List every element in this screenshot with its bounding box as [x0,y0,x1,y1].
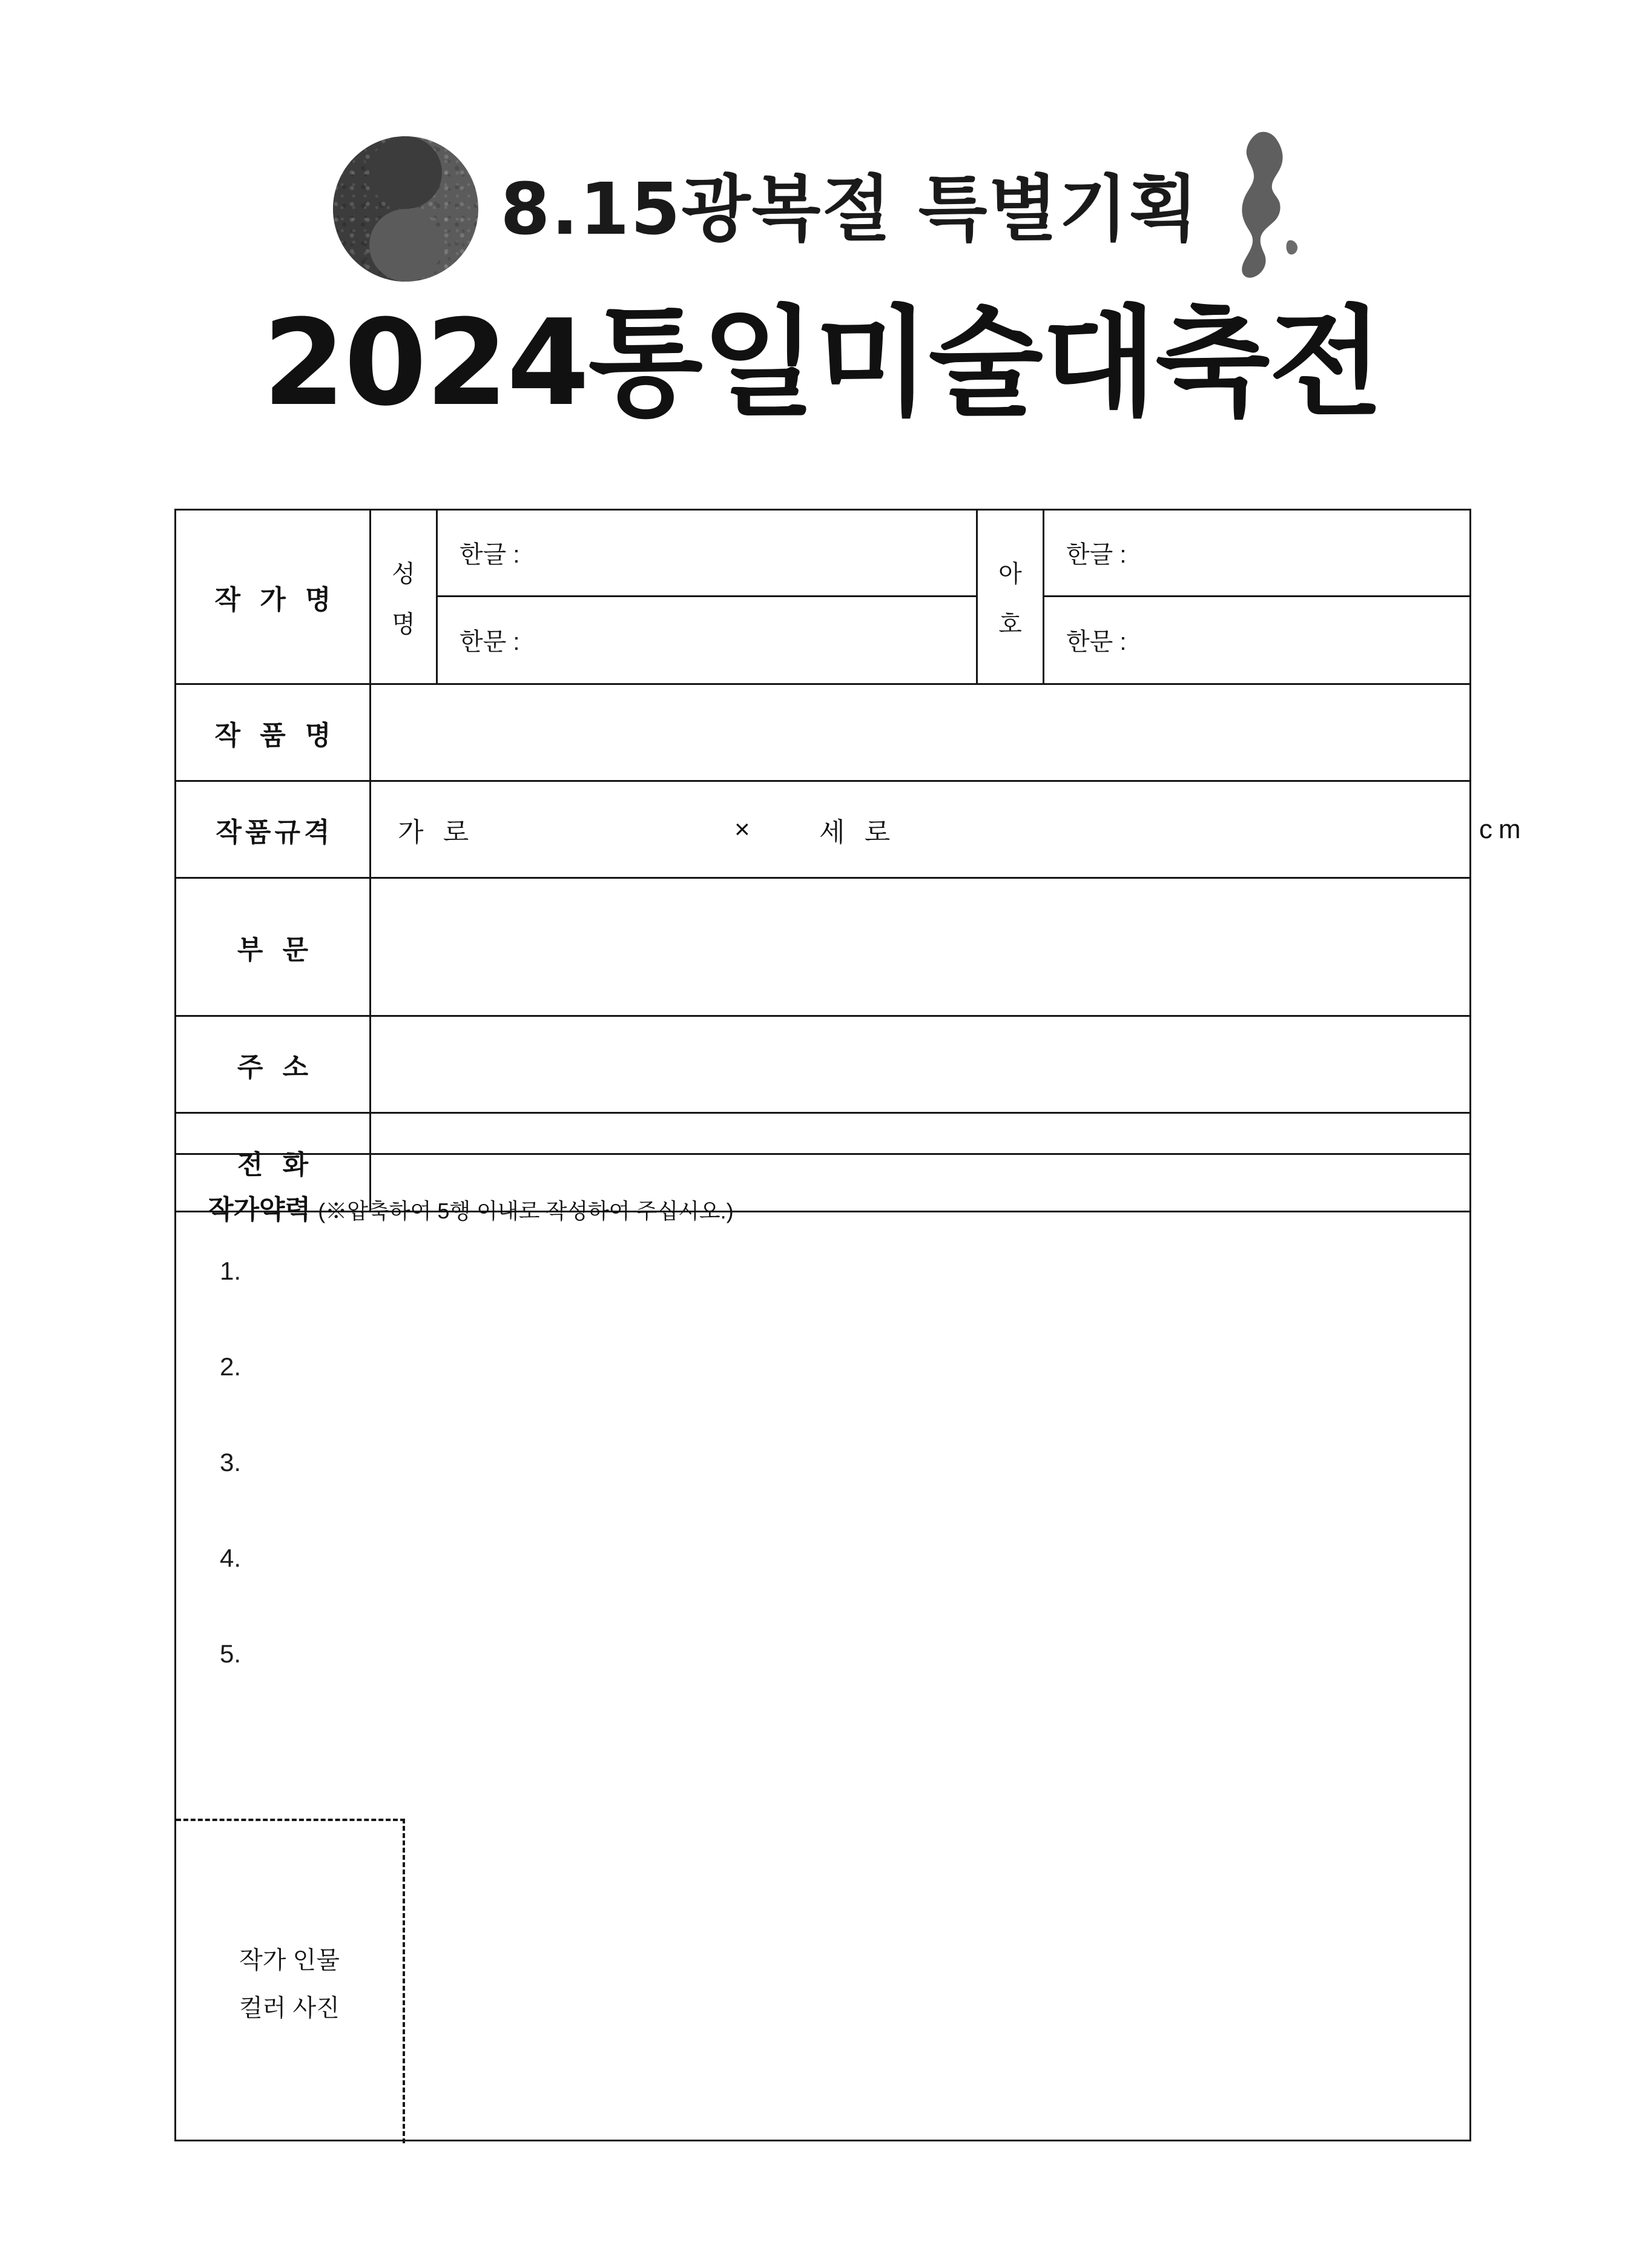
name-hanja-field[interactable] [438,597,976,684]
artist-name-group [371,511,978,683]
artwork-size-input[interactable] [371,782,1527,877]
artist-photo-placeholder[interactable] [176,1819,405,2143]
table-row-artwork-title [176,685,1469,782]
address-label: 주 소 [176,1017,371,1112]
korean-peninsula-icon [1221,130,1312,288]
artwork-title-input[interactable] [371,685,1469,780]
document-header [0,127,1645,432]
size-width-label: 가 로 [398,817,475,847]
category-input[interactable] [371,879,1469,1015]
event-subtitle: 8.15광복절 특별기획 [500,167,1199,251]
list-item[interactable]: 5. [220,1639,242,1668]
size-unit-label: cm [1479,814,1527,844]
taegeuk-texture [333,136,478,282]
name-vertical-label [371,511,438,683]
bio-title-text: 작가약력 [208,1195,311,1225]
name-hangul-label: 한글 : [460,541,520,569]
bio-title-note: (※압축하여 5행 이내로 작성하여 주십시오.) [318,1198,734,1223]
pen-name-group [978,511,1469,683]
pen-hangul-label: 한글 : [1066,541,1127,569]
artist-bio-section [174,1153,1471,2141]
bio-lines-list [220,1257,1370,1735]
pen-vertical-label-char2: 호 [998,610,1022,638]
list-item[interactable]: 4. [220,1544,242,1572]
name-vertical-label-char2: 명 [392,610,415,638]
artwork-size-label: 작품규격 [176,782,371,877]
list-item[interactable]: 3. [220,1448,242,1476]
size-times-symbol: × [734,814,756,844]
name-hangul-field[interactable] [438,511,976,597]
bio-section-heading [208,1188,734,1226]
pen-hanja-field[interactable] [1044,597,1469,684]
table-row-artwork-size [176,782,1527,879]
table-row-artist-name [176,511,1469,685]
photo-placeholder-line2: 컬러 사진 [239,1995,340,2022]
name-hanja-label: 한문 : [460,629,520,656]
phone-label: 전 화 [176,1114,371,1211]
pen-vertical-label-char1: 아 [998,560,1022,587]
pen-hangul-field[interactable] [1044,511,1469,597]
table-row-address [176,1017,1469,1114]
taegeuk-circle-icon [333,136,478,282]
header-title-line [0,127,1645,291]
size-height-label: 세 로 [819,817,897,847]
address-input[interactable] [371,1017,1469,1112]
category-label: 부 문 [176,879,371,1015]
application-fields-table [174,509,1527,1212]
pen-name-vertical-label [978,511,1044,683]
artwork-title-label: 작 품 명 [176,685,371,780]
name-vertical-label-char1: 성 [392,560,415,587]
photo-placeholder-line1: 작가 인물 [239,1947,340,1974]
pen-hanja-label: 한문 : [1066,629,1127,656]
list-item[interactable]: 2. [220,1352,242,1381]
page-title: 2024통일미술대축전 [263,294,1382,432]
artist-name-label: 작 가 명 [176,511,371,683]
list-item[interactable]: 1. [220,1257,242,1285]
table-row-category [176,879,1469,1017]
